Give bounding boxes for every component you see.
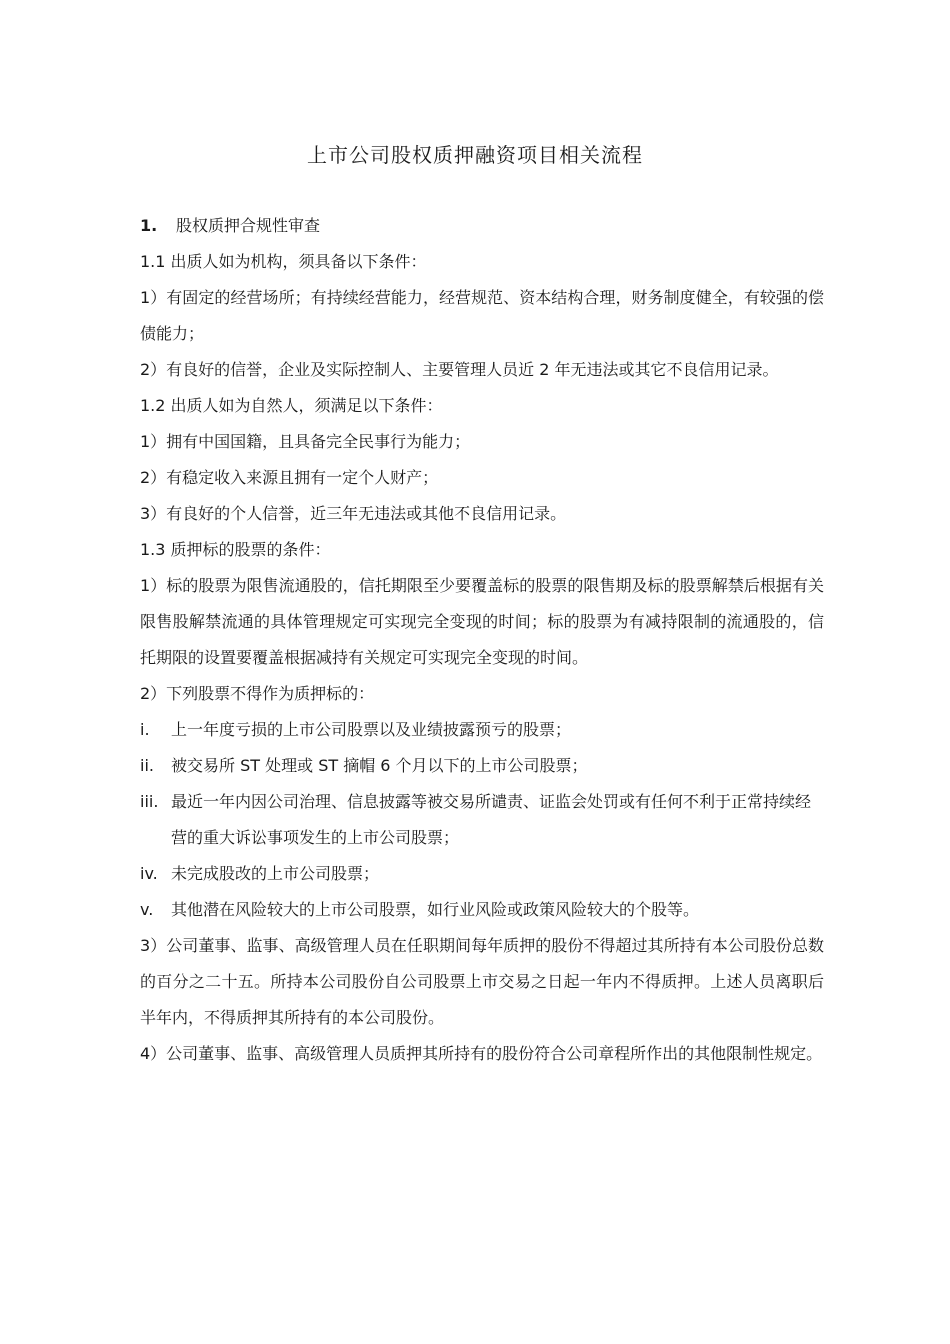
subsection-1-1-heading: 1.1 出质人如为机构，须具备以下条件：: [140, 252, 427, 271]
list-item: [140, 748, 824, 784]
paragraph: 1）拥有中国国籍，且具备完全民事行为能力；: [140, 432, 471, 451]
list-marker: iv.: [140, 864, 158, 883]
subsection-1-3-heading: 1.3 质押标的股票的条件：: [140, 540, 331, 559]
list-marker: i.: [140, 720, 150, 739]
paragraph: 1）标的股票为限售流通股的，信托期限至少要覆盖标的股票的限售期及标的股票解禁后根据有关限售股解禁流通的具体管理规定可实现完全变现的时间；标的股票为有减持限制的流通股的，信托期限的设置要覆盖根据减持有关规定可实现完全变现的时间。: [140, 576, 824, 667]
list-marker: v.: [140, 900, 154, 919]
list-item: [140, 712, 824, 748]
paragraph: 2）下列股票不得作为质押标的：: [140, 684, 375, 703]
paragraph: 4）公司董事、监事、高级管理人员质押其所持有的股份符合公司章程所作出的其他限制性规定。: [140, 1044, 823, 1063]
paragraph: 2）有良好的信誉，企业及实际控制人、主要管理人员近 2 年无违法或其它不良信用记录。: [140, 360, 779, 379]
list-marker: ii.: [140, 756, 154, 775]
paragraph: 3）有良好的个人信誉，近三年无违法或其他不良信用记录。: [140, 504, 567, 523]
section-heading-text: 股权质押合规性审查: [176, 216, 321, 235]
document-title: 上市公司股权质押融资项目相关流程: [307, 143, 643, 167]
section-1-heading: [140, 208, 824, 244]
list-item-text: 最近一年内因公司治理、信息披露等被交易所谴责、证监会处罚或有任何不利于正常持续经营的重大诉讼事项发生的上市公司股票；: [171, 792, 812, 847]
section-number: 1.: [140, 216, 158, 235]
list-item: [140, 856, 824, 892]
list-item: [140, 784, 824, 856]
list-marker: iii.: [140, 792, 159, 811]
list-item-text: 未完成股改的上市公司股票；: [171, 864, 380, 883]
list-item: [140, 892, 824, 928]
paragraph: 3）公司董事、监事、高级管理人员在任职期间每年质押的股份不得超过其所持有本公司股份总数的百分之二十五。所持本公司股份自公司股票上市交易之日起一年内不得质押。上述人员离职后半年内，不得质押其所持有的本公司股份。: [140, 936, 824, 1027]
list-item-text: 其他潜在风险较大的上市公司股票，如行业风险或政策风险较大的个股等。: [171, 900, 700, 919]
paragraph: 2）有稳定收入来源且拥有一定个人财产；: [140, 468, 439, 487]
subsection-1-2-heading: 1.2 出质人如为自然人，须满足以下条件：: [140, 396, 443, 415]
list-item-text: 上一年度亏损的上市公司股票以及业绩披露预亏的股票；: [171, 720, 572, 739]
list-item-text: 被交易所 ST 处理或 ST 摘帽 6 个月以下的上市公司股票；: [171, 756, 588, 775]
document-body: [140, 208, 824, 1072]
paragraph: 1）有固定的经营场所；有持续经营能力，经营规范、资本结构合理，财务制度健全，有较强的偿债能力；: [140, 288, 824, 343]
